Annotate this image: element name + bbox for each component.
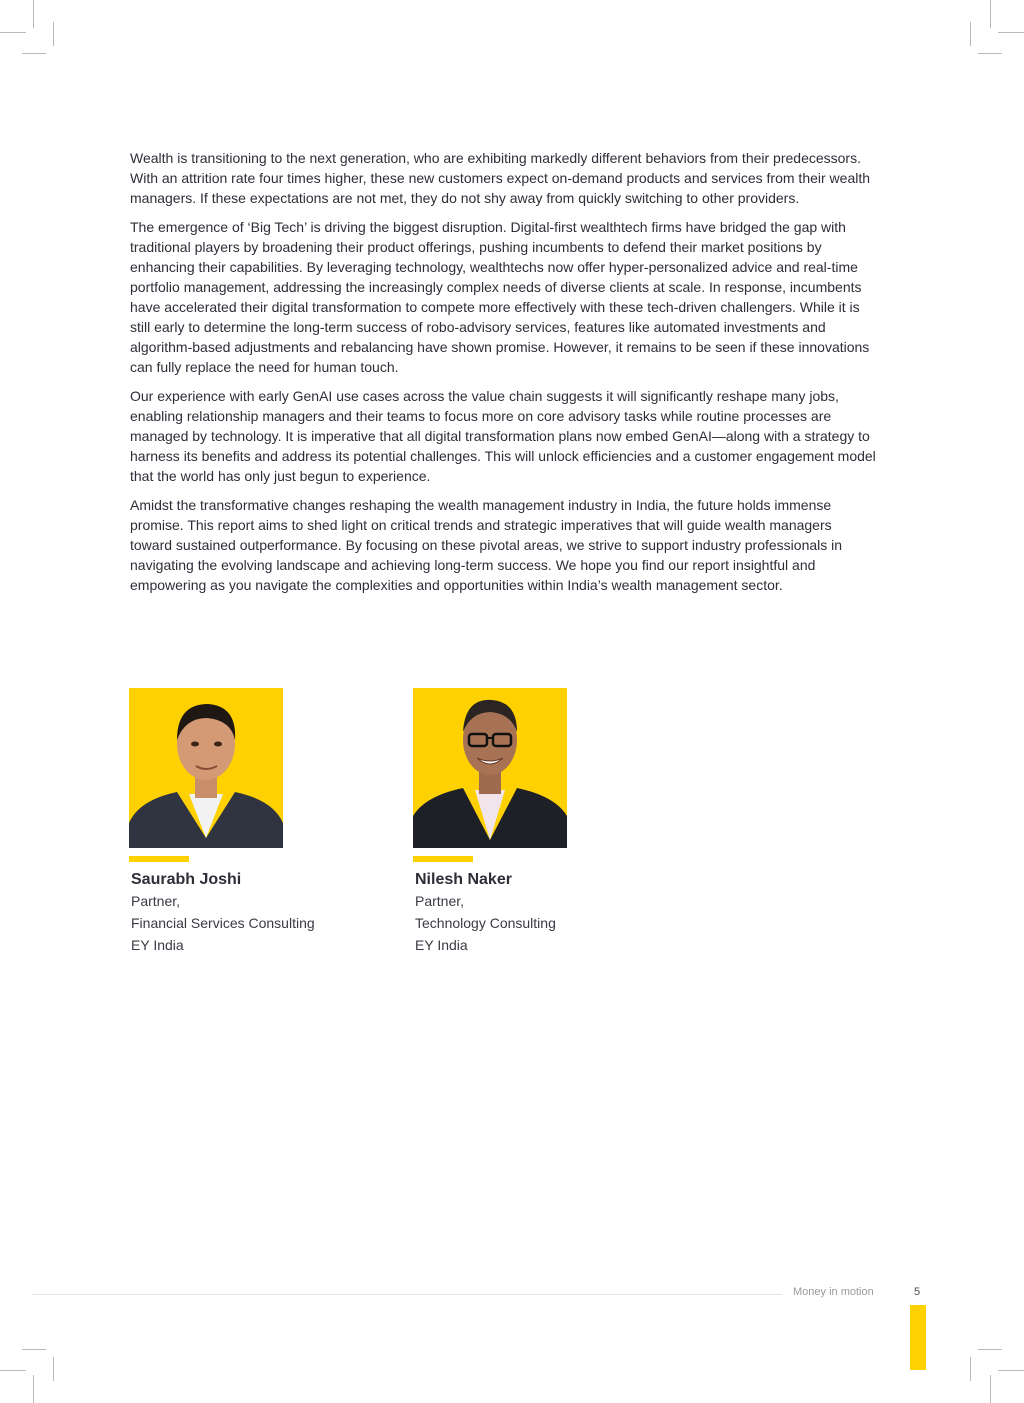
crop-mark <box>978 1349 1002 1350</box>
author-org: EY India <box>131 937 184 953</box>
crop-mark <box>0 32 26 33</box>
portrait-icon <box>129 688 283 848</box>
author-name: Saurabh Joshi <box>131 871 242 888</box>
crop-mark <box>990 1375 991 1403</box>
crop-mark <box>53 1357 54 1381</box>
portrait-icon <box>413 688 567 848</box>
crop-mark <box>0 1370 26 1371</box>
crop-mark <box>970 22 971 46</box>
crop-mark <box>33 1375 34 1403</box>
author-department: Financial Services Consulting <box>131 915 315 931</box>
page-number: 5 <box>914 1286 921 1298</box>
author-photo <box>129 688 283 848</box>
body-text <box>130 148 876 604</box>
crop-mark <box>970 1357 971 1381</box>
crop-mark <box>33 0 34 28</box>
author-department: Technology Consulting <box>415 915 556 931</box>
author-card <box>413 688 653 956</box>
paragraph: Our experience with early GenAI use cases across the value chain suggests it will significantly reshape many jobs, enabling relationship managers and their teams to focus more on core advisory tasks while routine processes are managed by technology. It is imperative that all digital transformation plans now embed GenAI—along with a strategy to harness its benefits and address its potential challenges. This will unlock efficiencies and a customer engagement model that the world has only just begun to experience. <box>130 388 876 484</box>
author-title: Partner, <box>415 893 465 909</box>
paragraph: Amidst the transformative changes reshaping the wealth management industry in India, the future holds immense promise. This report aims to shed light on critical trends and strategic imperatives that will guide wealth managers toward sustained outperformance. By focusing on these pivotal areas, we strive to support industry professionals in navigating the evolving landscape and achieving long-term success. We hope you find our report insightful and empowering as you navigate the complexities and opportunities within India’s wealth management sector. <box>130 497 843 593</box>
page-tab <box>910 1305 926 1370</box>
crop-mark <box>990 0 991 28</box>
footer-divider <box>32 1294 782 1295</box>
author-title: Partner, <box>131 893 181 909</box>
footer-title: Money in motion <box>793 1286 874 1298</box>
author-card <box>129 688 369 956</box>
crop-mark <box>978 53 1002 54</box>
author-photo <box>413 688 567 848</box>
author-name: Nilesh Naker <box>415 871 512 888</box>
paragraph: Wealth is transitioning to the next generation, who are exhibiting markedly different behaviors from their predecessors. With an attrition rate four times higher, these new customers expect on-demand products and services from their wealth managers. If these expectations are not met, they do not shy away from quickly switching to other providers. <box>130 150 871 206</box>
accent-bar <box>129 856 189 862</box>
crop-mark <box>998 1370 1024 1371</box>
author-org: EY India <box>415 937 468 953</box>
accent-bar <box>413 856 473 862</box>
crop-mark <box>22 53 46 54</box>
paragraph: The emergence of ‘Big Tech’ is driving the biggest disruption. Digital-first wealthtech firms have bridged the gap with traditional players by broadening their product offerings, pushing incumbents to defend their market positions by enhancing their capabilities. By leveraging technology, wealthtechs now offer hyper-personalized advice and real-time portfolio management, addressing the increasingly complex needs of diverse clients at scale. In response, incumbents have accelerated their digital transformation to compete more effectively with these tech-driven challengers. While it is still early to determine the long-term success of robo-advisory services, features like automated investments and algorithm-based adjustments and rebalancing have shown promise. However, it remains to be seen if these innovations can fully replace the need for human touch. <box>130 219 870 375</box>
crop-mark <box>53 22 54 46</box>
crop-mark <box>22 1349 46 1350</box>
crop-mark <box>998 32 1024 33</box>
